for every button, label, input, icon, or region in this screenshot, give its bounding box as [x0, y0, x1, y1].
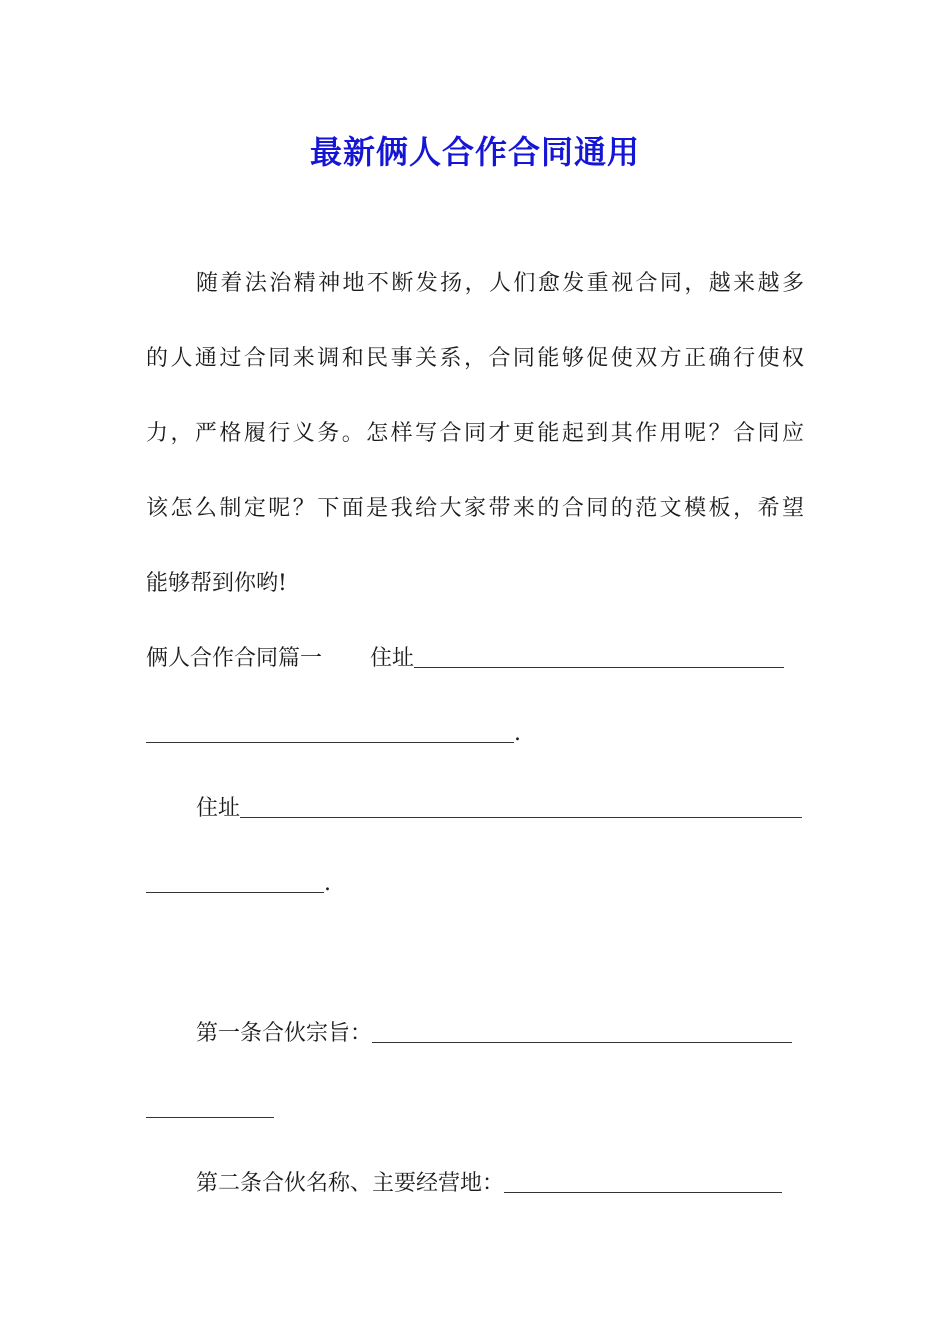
period-2: .: [324, 871, 331, 896]
intro-line-2: 的人通过合同来调和民事关系，合同能够促使双方正确行使权: [146, 346, 804, 371]
clause-1-row: [196, 1018, 792, 1050]
clause-1-continuation: [146, 1093, 274, 1125]
clause-2-label: 第二条合伙名称、主要经营地：: [196, 1171, 505, 1196]
intro-line-3: 力，严格履行义务。怎样写合同才更能起到其作用呢？合同应: [146, 421, 804, 446]
clause-1-blank: [372, 1020, 792, 1043]
address-blank-2-continued: [146, 870, 324, 893]
clause-2-row: [196, 1168, 782, 1200]
address-continuation-1: [146, 718, 521, 750]
address-blank-1: [414, 645, 784, 668]
address-blank-1-continued: [146, 720, 514, 743]
intro-line-1: 随着法治精神地不断发扬，人们愈发重视合同，越来越多: [196, 271, 804, 296]
intro-line-5: 能够帮到你哟!: [146, 571, 287, 596]
clause-2-blank: [504, 1170, 782, 1193]
address-continuation-2: [146, 868, 331, 900]
section-heading: 俩人合作合同篇一: [146, 646, 323, 671]
intro-line-4: 该怎么制定呢？下面是我给大家带来的合同的范文模板，希望: [146, 496, 804, 521]
address-row-2: [196, 793, 802, 825]
clause-1-blank-continued: [146, 1095, 274, 1118]
address-label-1: 住址: [370, 646, 415, 671]
document-title: 最新俩人合作合同通用: [309, 133, 640, 171]
clause-1-label: 第一条合伙宗旨：: [196, 1021, 373, 1046]
address-label-2: 住址: [196, 796, 241, 821]
section-heading-row: [146, 643, 806, 675]
address-blank-2: [240, 795, 802, 818]
period-1: .: [514, 721, 521, 746]
